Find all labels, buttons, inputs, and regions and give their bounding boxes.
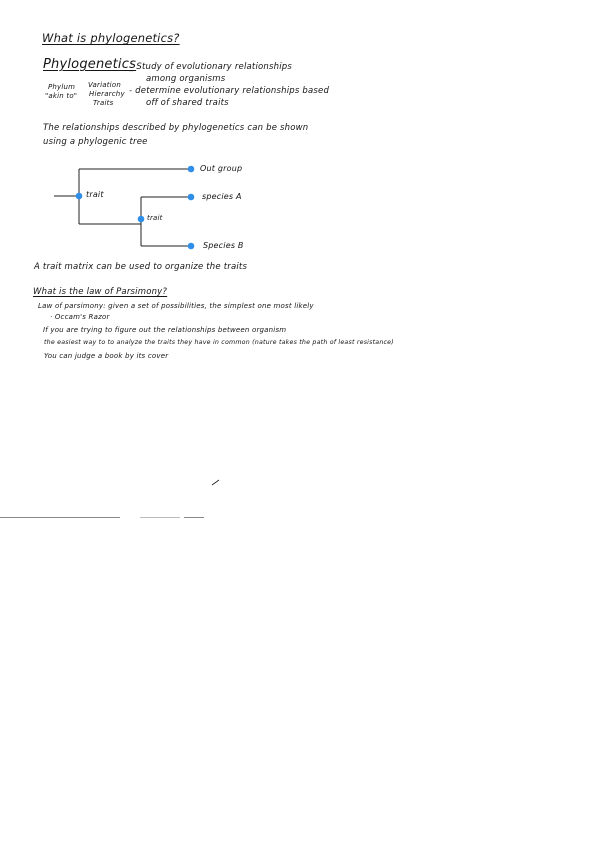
definition-2-line-2: off of shared traits	[146, 98, 229, 108]
tree-label-species-b: Species B	[203, 241, 244, 250]
tree-trait-label-lower: trait	[147, 214, 163, 222]
tree-trait-label-upper: trait	[86, 190, 104, 199]
parsimony-line-2: If you are trying to figure out the relationships between organism	[43, 326, 287, 334]
definition-2-line-1: - determine evolutionary relationships based	[129, 86, 330, 96]
term-phylogenetics: Phylogenetics	[43, 57, 137, 72]
heading-parsimony: What is the law of Parsimony?	[33, 287, 168, 297]
heading-phylogenetics: What is phylogenetics?	[42, 31, 180, 45]
body-line-2: using a phylogenic tree	[43, 137, 148, 147]
root-traits: Traits	[93, 99, 114, 107]
trait-matrix-note: A trait matrix can be used to organize the traits	[34, 262, 248, 272]
page-divider-left	[0, 517, 120, 518]
parsimony-line-4: You can judge a book by its cover	[44, 352, 169, 360]
root-variation: Variation	[88, 81, 121, 89]
root-akin-to: "akin to"	[45, 92, 78, 100]
parsimony-bullet: · Occam's Razor	[50, 313, 110, 321]
page-divider-middle	[140, 517, 180, 518]
parsimony-line-1: Law of parsimony: given a set of possibilities, the simplest one most likely	[38, 302, 314, 310]
root-phylum: Phylum	[48, 83, 76, 91]
definition-1-line-1: _ Study of evolutionary relationships	[129, 62, 292, 72]
page-divider-right	[184, 517, 204, 518]
body-line-1: The relationships described by phylogenetics can be shown	[43, 123, 309, 133]
tree-label-species-a: species A	[202, 192, 242, 201]
tree-label-out-group: Out group	[200, 164, 243, 173]
parsimony-line-3: the easiest way to to analyze the traits they have in common (nature takes the path of least resistance)	[44, 339, 394, 346]
definition-1-line-2: among organisms	[146, 74, 226, 84]
root-hierarchy: Hierarchy	[89, 90, 125, 98]
